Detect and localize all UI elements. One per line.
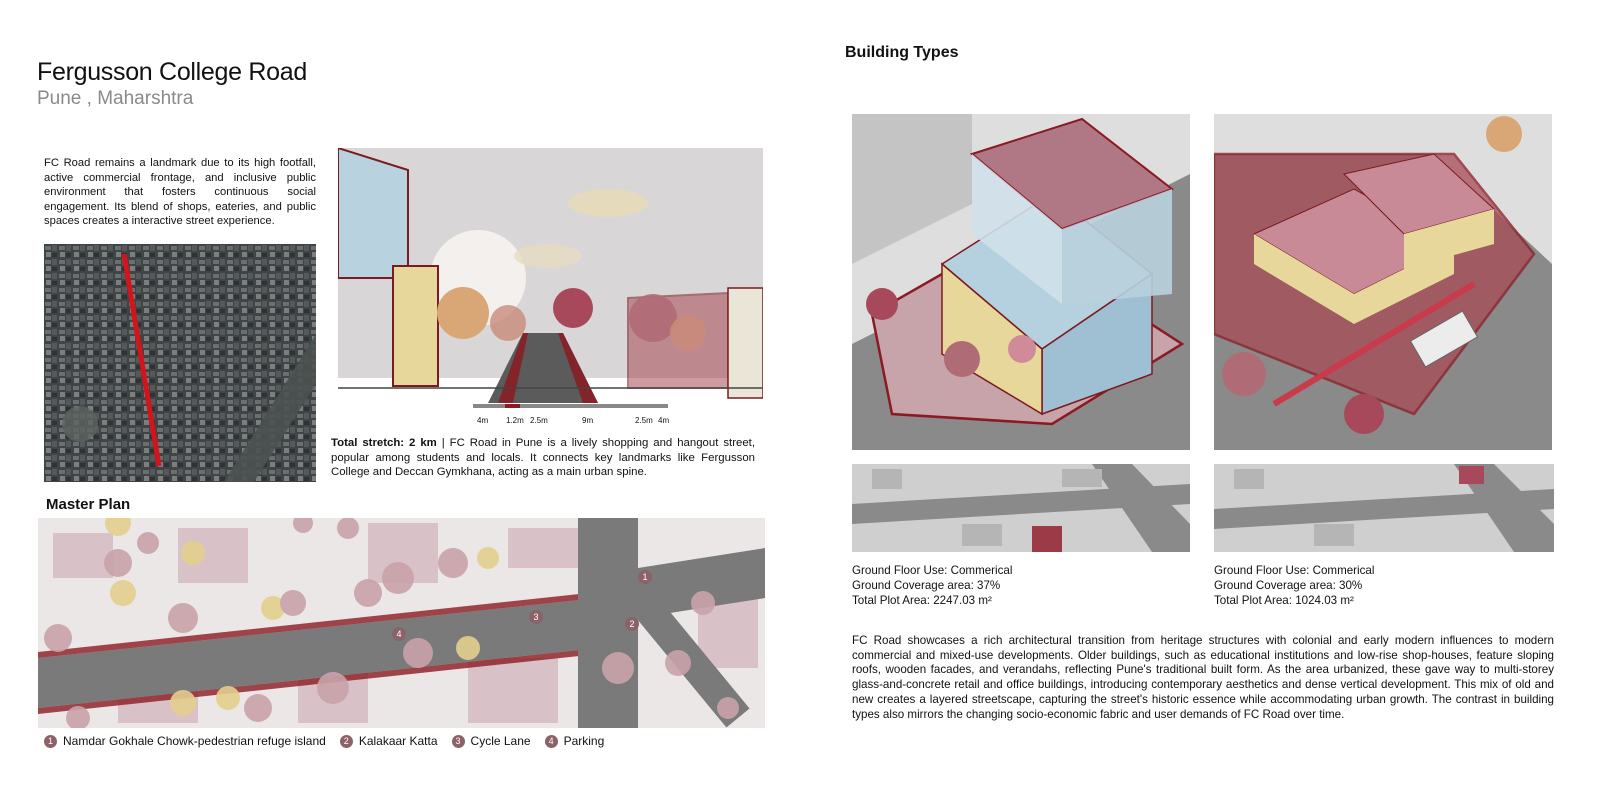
- dimension-label: 2.5m: [530, 416, 548, 425]
- marker-4: 4: [392, 627, 406, 641]
- dimension-label: 4m: [658, 416, 670, 425]
- plot-area: Total Plot Area: 1024.03 m²: [1214, 593, 1354, 607]
- building-types-description: FC Road showcases a rich architectural transition from heritage structures with colonial and early modern influences to modern commercial and mixed-use developments. Older buildings, such as educational institutions and low-rise shop-houses, feature sloping roofs, wooden facades, and verandahs, reflecting Pune's traditional built form. As the area urbanized, these gave way to multi-storey glass-and-concrete retail and office buildings, introducing contemporary aesthetics and dense vertical development. This mix of old and new creates a layered streetscape, capturing the street's historic essence while accommodating urban growth. The contrast in building types also mirrors the changing socio-economic fabric and user demands of FC Road over time.: [852, 634, 1554, 721]
- marker-2: 2: [625, 617, 639, 631]
- master-plan-legend: [44, 734, 612, 748]
- dimension-label: 4m: [477, 416, 489, 425]
- legend-label: Cycle Lane: [470, 734, 531, 748]
- street-section-illustration: [338, 148, 763, 416]
- intro-paragraph: FC Road remains a landmark due to its high footfall, active commercial frontage, and inclusive public environment that fosters continuous social engagement. Its blend of shops, eateries, and public spaces creates a interactive street experience.: [44, 157, 316, 228]
- master-plan-map: [38, 518, 765, 728]
- legend-item: [44, 734, 326, 748]
- isometric-building-modern: [852, 114, 1190, 450]
- legend-label: Parking: [563, 734, 605, 748]
- master-plan-title: Master Plan: [46, 496, 131, 513]
- ground-coverage: Ground Coverage area: 37%: [852, 578, 1001, 592]
- marker-3: 3: [529, 610, 543, 624]
- marker-1: 1: [638, 570, 652, 584]
- legend-item: [452, 734, 531, 748]
- page-title: Fergusson College Road: [37, 58, 307, 86]
- building-stats-heritage: [1214, 564, 1374, 608]
- stretch-paragraph: [331, 436, 755, 480]
- building-stats-modern: [852, 564, 1012, 608]
- dimension-label: 1.2m: [506, 416, 524, 425]
- site-plan-modern: [852, 464, 1190, 552]
- legend-number: 4: [545, 735, 558, 748]
- legend-item: [545, 734, 605, 748]
- legend-number: 2: [340, 735, 353, 748]
- dimension-label: 9m: [582, 416, 594, 425]
- satellite-image: [44, 244, 316, 482]
- ground-floor-use: Ground Floor Use: Commerical: [852, 564, 1013, 577]
- section-dimensions: [472, 410, 672, 430]
- page-subtitle: Pune , Maharshtra: [37, 88, 194, 109]
- stretch-label: Total stretch: 2 km: [331, 437, 437, 449]
- ground-coverage: Ground Coverage area: 30%: [1214, 578, 1363, 592]
- legend-number: 3: [452, 735, 465, 748]
- building-types-title: Building Types: [845, 44, 959, 61]
- legend-label: Kalakaar Katta: [358, 734, 438, 748]
- legend-number: 1: [44, 735, 57, 748]
- legend-label: Namdar Gokhale Chowk-pedestrian refuge island: [63, 734, 326, 748]
- isometric-building-heritage: [1214, 114, 1552, 450]
- ground-floor-use: Ground Floor Use: Commerical: [1214, 564, 1375, 577]
- legend-item: [340, 734, 438, 748]
- stretch-text: | FC Road in Pune is a lively shopping and hangout street, popular among students and locals. It connects key landmarks like Fergusson College and Deccan Gymkhana, acting as a main urban spine.: [331, 437, 755, 479]
- site-plan-heritage: [1214, 464, 1554, 552]
- plot-area: Total Plot Area: 2247.03 m²: [852, 593, 992, 607]
- dimension-label: 2.5m: [635, 416, 653, 425]
